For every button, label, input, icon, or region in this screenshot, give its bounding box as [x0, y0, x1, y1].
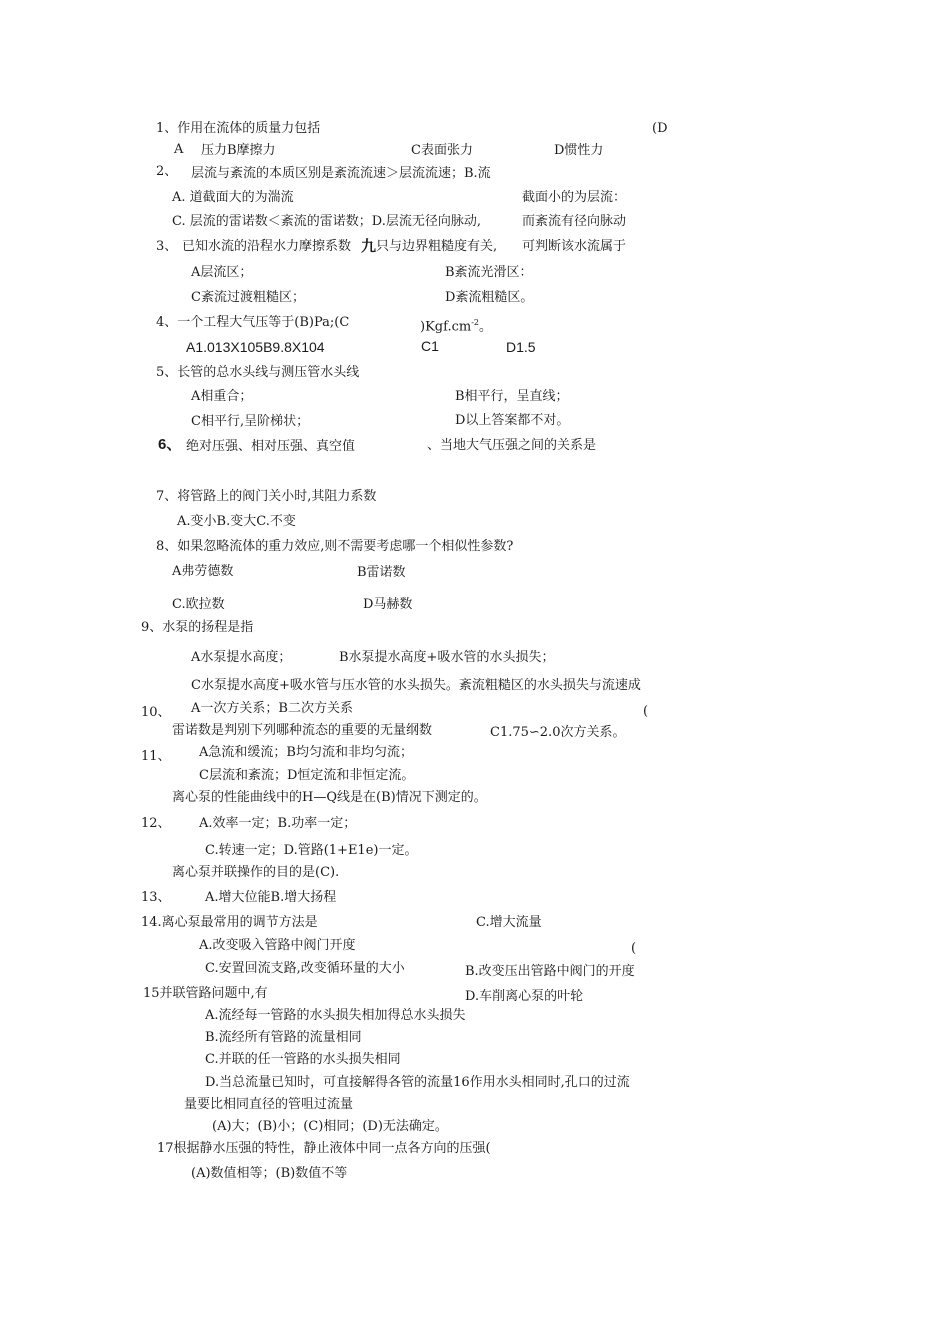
option-d: D紊流粗糙区。: [445, 290, 534, 305]
option-d: D.当总流量已知时，可直接解得各管的流量16作用水头相同时,孔口的过流: [205, 1075, 630, 1090]
options: (A)数值相等；(B)数值不等: [191, 1166, 348, 1181]
question-number: 2、: [156, 164, 178, 179]
option-ab: A急流和缓流；B均匀流和非均匀流；: [199, 745, 413, 760]
question-number: 3、: [156, 239, 178, 254]
answer-paren: (: [643, 704, 649, 719]
option-d: D惯性力: [554, 143, 604, 158]
option-c: C1: [421, 338, 439, 354]
question-number: 6、: [158, 436, 182, 453]
option-b: B雷诺数: [357, 565, 406, 580]
lambda-symbol: 九: [361, 237, 377, 255]
option-c: C. 层流的雷诺数＜紊流的雷诺数；D.层流无径向脉动,: [172, 214, 481, 229]
option-b: B相平行，呈直线；: [455, 389, 569, 404]
question-1: 1、作用在流体的质量力包括: [156, 121, 321, 136]
answer-paren: (: [631, 941, 637, 956]
question-9: 9、水泵的扬程是指: [141, 620, 254, 635]
question-2: 层流与紊流的本质区别是紊流流速＞层流流速；B.流: [191, 166, 491, 181]
question-17: 17根据静水压强的特性，静止液体中同一点各方向的压强(: [157, 1141, 491, 1156]
option-a: A.流经每一管路的水头损失相加得总水头损失: [205, 1008, 466, 1023]
question-7: 7、将管路上的阀门关小时,其阻力系数: [156, 489, 377, 504]
answer-paren: (D: [652, 121, 668, 136]
option-a: A相重合；: [191, 389, 253, 404]
question-number: 11、: [141, 749, 171, 764]
option-c: C水泵提水高度+吸水管与压水管的水头损失。紊流粗糙区的水头损失与流速成: [191, 678, 641, 693]
option-c: C表面张力: [411, 143, 473, 158]
question-4: 4、一个工程大气压等于(B)Pa;(C: [156, 315, 350, 330]
question-3-cont: 只与边界粗糙度有关,: [376, 239, 498, 254]
option-cd: C.转速一定；D.管路(1+E1e)一定。: [205, 843, 418, 858]
option-a-label: A: [174, 142, 184, 157]
option-d: D马赫数: [363, 597, 413, 612]
question-15: 15并联管路问题中,有: [143, 986, 268, 1001]
option-ab: 压力B摩擦力: [201, 143, 276, 158]
options: (A)大；(B)小；(C)相同；(D)无法确定。: [212, 1119, 448, 1134]
question-number: 10、: [141, 705, 171, 720]
option-a: A. 道截面大的为湍流: [172, 190, 294, 205]
option-b: B.改变压出管路中阀门的开度: [465, 964, 635, 979]
option-c: C.增大流量: [476, 915, 542, 930]
option-cd: C层流和紊流；D恒定流和非恒定流。: [199, 768, 415, 783]
option-ab: A.增大位能B.增大扬程: [205, 890, 337, 905]
option-c: C.安置回流支路,改变循环量的大小: [205, 961, 405, 976]
option-a: A弗劳德数: [172, 564, 234, 579]
option-b: B紊流光滑区：: [445, 265, 533, 280]
question-3-cont2: 可判断该水流属于: [522, 239, 627, 254]
option-c: C.欧拉数: [172, 597, 225, 612]
option-d: D.车削离心泵的叶轮: [465, 989, 584, 1004]
question-6: 绝对压强、相对压强、真空值: [186, 439, 356, 454]
option-d: D1.5: [506, 339, 536, 355]
question-text: 雷诺数是判别下列哪种流态的重要的无量纲数: [172, 723, 433, 738]
option-c-cont: 而紊流有径向脉动: [522, 214, 627, 229]
question-8: 8、如果忽略流体的重力效应,则不需要考虑哪一个相似性参数?: [156, 539, 514, 554]
option-a: A层流区；: [191, 265, 253, 280]
question-14: 14.离心泵最常用的调节方法是: [141, 915, 318, 930]
option-ab: A一次方关系；B二次方关系: [191, 701, 353, 716]
option-b: B.流经所有管路的流量相同: [205, 1030, 362, 1045]
options: A.变小B.变大C.不变: [177, 514, 296, 529]
question-3: 已知水流的沿程水力摩擦系数: [182, 239, 352, 254]
question-4-unit: )$Kgf.cm^{-2}$。: [420, 318, 493, 335]
option-c: C1.75∽2.0次方关系。: [490, 725, 626, 740]
option-c: C.并联的任一管路的水头损失相同: [205, 1052, 401, 1067]
option-d: D以上答案都不对。: [455, 413, 570, 428]
question-16-cont: 量要比相同直径的管咀过流量: [184, 1097, 354, 1112]
option-ab: A1.013X105B9.8X104: [186, 339, 325, 355]
option-c: C紊流过渡粗糙区；: [191, 290, 305, 305]
question-number: 13、: [141, 890, 171, 905]
question-text: 离心泵的性能曲线中的H—Q线是在(B)情况下测定的。: [172, 790, 487, 805]
option-a-cont: 截面小的为层流：: [522, 190, 627, 205]
option-b: B水泵提水高度+吸水管的水头损失；: [339, 650, 555, 665]
question-6-cont: 、当地大气压强之间的关系是: [427, 438, 597, 453]
option-a: A.改变吸入管路中阀门开度: [199, 938, 356, 953]
option-a: A水泵提水高度；: [191, 650, 292, 665]
option-ab: A.效率一定；B.功率一定；: [199, 816, 357, 831]
option-c: C相平行,呈阶梯状；: [191, 414, 310, 429]
question-text: 离心泵并联操作的目的是(C).: [172, 865, 340, 880]
question-5: 5、长管的总水头线与测压管水头线: [156, 365, 360, 380]
question-number: 12、: [141, 816, 171, 831]
